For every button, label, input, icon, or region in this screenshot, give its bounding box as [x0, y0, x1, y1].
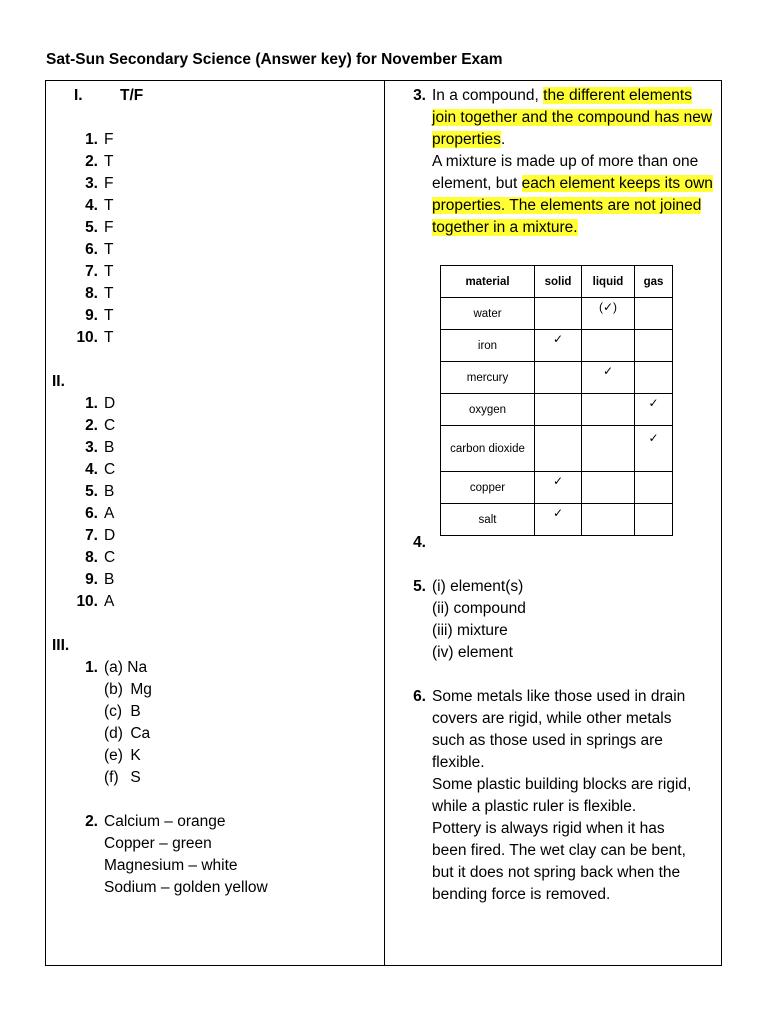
highlighted-text: the different elements join together and the compound has new properties — [432, 87, 713, 148]
section-3-q2 — [52, 811, 377, 899]
list-item: 10. A — [76, 593, 115, 610]
tick-icon: ✓ — [552, 474, 564, 488]
section-1-heading — [52, 85, 377, 107]
tick-icon: ✓ — [648, 396, 659, 410]
list-item: 7. D — [85, 527, 116, 544]
list-item: (f) S — [104, 769, 141, 786]
list-item: 4. C — [85, 461, 116, 478]
tick-icon: ✓ — [602, 364, 614, 378]
list-item: (d) Ca — [104, 725, 151, 742]
list-item: (b) Mg — [104, 681, 152, 698]
list-item: (iii) mixture — [432, 622, 508, 639]
list-item: 1. F — [85, 131, 114, 148]
list-item: 9. T — [85, 307, 114, 324]
table-row: copper ✓ — [441, 472, 673, 504]
text-line: flexible. — [432, 754, 485, 771]
list-item: 2. Calcium – orange — [85, 813, 226, 830]
answer-3: 3. In a compound, the different elements join together and the compound has new properties. A mixture is made up of more than one element, but each element keeps its own properties. The elements are not joined together in a mixture. — [408, 85, 718, 239]
flame-colour-list — [52, 833, 377, 899]
text-line: Pottery is always rigid when it has — [432, 820, 665, 837]
section-2-heading: II. — [52, 373, 65, 390]
answer-5: 5. (i) element(s) (ii) compound (iii) mixture (iv) element — [408, 576, 718, 664]
list-item: Magnesium – white — [104, 857, 238, 874]
section-1-label: T/F — [120, 87, 144, 104]
symbol-list — [52, 679, 377, 789]
column-header: liquid — [582, 266, 635, 298]
column-header: solid — [535, 266, 582, 298]
tick-icon: (✓) — [598, 300, 618, 314]
list-item: (ii) compound — [432, 600, 526, 617]
list-item: 4. T — [85, 197, 114, 214]
section-1-roman: I. — [74, 87, 83, 104]
table-row: mercury ✓ — [441, 362, 673, 394]
section-2-list — [52, 393, 377, 613]
mixture-definition: A mixture is made up of more than one element, but each element keeps its own properties. The elements are not joined together in a mixture. — [432, 153, 713, 236]
materials-state-table — [440, 265, 673, 536]
list-item: (i) element(s) — [432, 578, 524, 595]
list-item: (iv) element — [432, 644, 513, 661]
column-header: gas — [635, 266, 673, 298]
table-row: oxygen ✓ — [441, 394, 673, 426]
left-column — [52, 85, 377, 899]
tick-icon: ✓ — [648, 431, 659, 445]
text-line: bending force is removed. — [432, 886, 611, 903]
list-item: (e) K — [104, 747, 141, 764]
list-item: 6. T — [85, 241, 114, 258]
text-line: while a plastic ruler is flexible. — [432, 798, 637, 815]
list-item: 2. T — [85, 153, 114, 170]
answer-4: 4. — [413, 534, 426, 551]
list-item: Copper – green — [104, 835, 212, 852]
list-item: 1. D — [85, 395, 116, 412]
table-row: carbon dioxide ✓ — [441, 426, 673, 472]
table-row: water (✓) — [441, 298, 673, 330]
list-item: 10. T — [76, 329, 114, 346]
compound-definition: In a compound, the different elements join together and the compound has new properties. — [432, 87, 713, 148]
list-item: 2. C — [85, 417, 116, 434]
section-3-q1 — [52, 657, 377, 789]
list-item: 6. A — [85, 505, 115, 522]
list-item: 8. T — [85, 285, 114, 302]
text-line: but it does not spring back when the — [432, 864, 681, 881]
text-line: Some metals like those used in drain — [432, 688, 686, 705]
tick-icon: ✓ — [552, 332, 564, 346]
answer-6: 6. Some metals like those used in drain covers are rigid, while other metals such as those used in springs are flexible. Some plastic building blocks are rigid, while a plastic ruler is flexible. Pottery is always rigid when it has been fired. The wet clay can be bent, but it does not spring back when the bending force is removed. — [408, 686, 718, 906]
tick-icon: ✓ — [552, 506, 564, 520]
table-row: iron ✓ — [441, 330, 673, 362]
table-row: salt ✓ — [441, 504, 673, 536]
list-item: 9. B — [85, 571, 115, 588]
text-line: covers are rigid, while other metals — [432, 710, 672, 727]
section-1-list — [52, 129, 377, 349]
page-title: Sat-Sun Secondary Science (Answer key) for November Exam — [46, 51, 503, 68]
table-header-row — [441, 266, 673, 298]
list-item: Sodium – golden yellow — [104, 879, 268, 896]
answer-table — [45, 80, 722, 966]
list-item: 5. B — [85, 483, 115, 500]
list-item: 8. C — [85, 549, 116, 566]
list-item: 3. F — [85, 175, 114, 192]
list-item: 1. (a) Na — [85, 659, 148, 676]
section-3-heading: III. — [52, 637, 70, 654]
list-item: (c) B — [104, 703, 141, 720]
highlighted-text: each element keeps its own properties. The elements are not joined together in a mixture. — [432, 175, 713, 236]
column-header: material — [441, 266, 535, 298]
text-line: such as those used in springs are — [432, 732, 663, 749]
list-item: 5. F — [85, 219, 114, 236]
right-column — [408, 85, 718, 906]
text-line: been fired. The wet clay can be bent, — [432, 842, 686, 859]
list-item: 3. B — [85, 439, 115, 456]
text-line: Some plastic building blocks are rigid, — [432, 776, 692, 793]
column-divider — [384, 81, 385, 965]
list-item: 7. T — [85, 263, 114, 280]
